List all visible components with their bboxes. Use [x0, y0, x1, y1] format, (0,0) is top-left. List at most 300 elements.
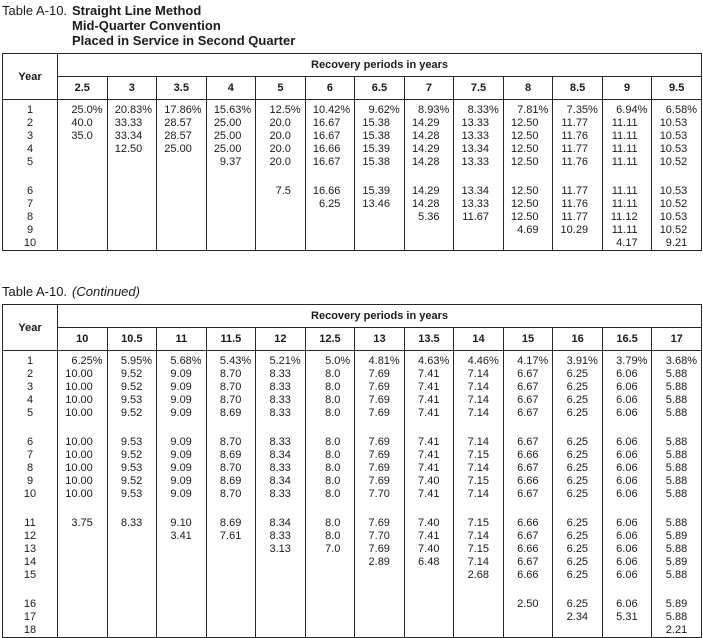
value-cell: 8.93%	[404, 100, 454, 118]
value-cell: 10.00	[58, 381, 108, 394]
value-cell	[454, 611, 504, 624]
value-cell	[107, 211, 157, 224]
year-cell: 8	[3, 211, 58, 224]
value-cell: 11.76	[553, 156, 603, 169]
value-cell: 13.34	[454, 143, 504, 156]
group-spacer-row	[3, 420, 702, 432]
value-cell	[206, 624, 256, 638]
value-cell	[404, 594, 454, 611]
value-cell: 6.66	[503, 449, 553, 462]
value-cell	[206, 594, 256, 611]
value-cell: 7.41	[404, 462, 454, 475]
value-cell	[206, 198, 256, 211]
value-cell: 7.0	[305, 543, 355, 556]
value-cell	[107, 543, 157, 556]
table-row	[3, 211, 702, 224]
value-cell: 10.52	[652, 156, 702, 169]
value-cell: 13.33	[454, 117, 504, 130]
table-row	[3, 351, 702, 369]
value-cell: 4.81%	[355, 351, 405, 369]
value-cell: 8.34	[256, 449, 306, 462]
value-cell: 6.58%	[652, 100, 702, 118]
value-cell: 14.28	[404, 130, 454, 143]
value-cell: 6.06	[602, 368, 652, 381]
value-cell: 7.69	[355, 432, 405, 449]
value-cell: 12.50	[107, 143, 157, 156]
value-cell: 7.41	[404, 368, 454, 381]
value-cell: 6.25	[305, 198, 355, 211]
value-cell: 7.69	[355, 394, 405, 407]
value-cell: 14.29	[404, 117, 454, 130]
spacer-cell	[305, 501, 355, 513]
spacer-cell	[355, 420, 405, 432]
spacer-cell	[454, 501, 504, 513]
year-cell: 9	[3, 475, 58, 488]
value-cell: 8.0	[305, 407, 355, 420]
table-row	[3, 100, 702, 118]
value-cell: 8.70	[206, 368, 256, 381]
value-cell: 8.0	[305, 488, 355, 501]
value-cell: 7.81%	[503, 100, 553, 118]
spacer-cell	[454, 582, 504, 594]
value-cell: 10.00	[58, 394, 108, 407]
table-row	[3, 117, 702, 130]
value-cell: 7.40	[404, 475, 454, 488]
period-column-header: 9.5	[652, 77, 702, 100]
value-cell: 16.66	[305, 143, 355, 156]
value-cell: 7.15	[454, 543, 504, 556]
value-cell: 8.33%	[454, 100, 504, 118]
value-cell: 6.67	[503, 368, 553, 381]
value-cell: 11.11	[602, 117, 652, 130]
value-cell: 10.53	[652, 211, 702, 224]
value-cell: 9.09	[157, 381, 207, 394]
value-cell: 7.40	[404, 543, 454, 556]
spacer-cell	[256, 420, 306, 432]
year-cell: 4	[3, 394, 58, 407]
value-cell	[503, 624, 553, 638]
value-cell: 7.14	[454, 556, 504, 569]
value-cell: 8.69	[206, 449, 256, 462]
year-column-header: Year	[3, 305, 58, 351]
spacer-cell	[256, 501, 306, 513]
value-cell	[206, 611, 256, 624]
value-cell: 4.63%	[404, 351, 454, 369]
value-cell	[256, 556, 306, 569]
table-row	[3, 556, 702, 569]
value-cell: 6.94%	[602, 100, 652, 118]
value-cell: 5.36	[404, 211, 454, 224]
value-cell	[206, 543, 256, 556]
value-cell: 9.53	[107, 462, 157, 475]
value-cell: 3.68%	[652, 351, 702, 369]
table-row	[3, 381, 702, 394]
value-cell	[602, 624, 652, 638]
period-column-header: 8	[503, 77, 553, 100]
spacer-cell	[157, 169, 207, 181]
value-cell	[107, 611, 157, 624]
value-cell: 6.06	[602, 543, 652, 556]
value-cell	[256, 198, 306, 211]
spacer-cell	[602, 501, 652, 513]
value-cell	[206, 211, 256, 224]
period-column-header: 12.5	[305, 328, 355, 351]
table-row	[3, 432, 702, 449]
spacer-cell	[157, 582, 207, 594]
value-cell: 5.0%	[305, 351, 355, 369]
value-cell: 3.13	[256, 543, 306, 556]
value-cell: 7.14	[454, 530, 504, 543]
value-cell: 17.86%	[157, 100, 207, 118]
value-cell: 6.06	[602, 475, 652, 488]
value-cell: 5.88	[652, 449, 702, 462]
value-cell: 3.91%	[553, 351, 603, 369]
table-row	[3, 594, 702, 611]
spacer-cell	[553, 169, 603, 181]
value-cell: 7.69	[355, 407, 405, 420]
value-cell: 7.5	[256, 181, 306, 198]
spacer-cell	[206, 169, 256, 181]
period-column-header: 2.5	[58, 77, 108, 100]
value-cell	[58, 543, 108, 556]
spacer-cell	[503, 582, 553, 594]
value-cell: 9.52	[107, 449, 157, 462]
value-cell: 9.52	[107, 475, 157, 488]
value-cell	[58, 224, 108, 237]
value-cell: 8.33	[256, 530, 306, 543]
period-column-header: 10	[58, 328, 108, 351]
spacer-cell	[3, 169, 58, 181]
value-cell	[305, 594, 355, 611]
value-cell: 4.46%	[454, 351, 504, 369]
year-cell: 14	[3, 556, 58, 569]
value-cell: 6.25	[553, 569, 603, 582]
value-cell: 7.69	[355, 475, 405, 488]
value-cell: 5.89	[652, 556, 702, 569]
spacer-cell	[404, 169, 454, 181]
value-cell: 6.25	[553, 407, 603, 420]
year-cell: 10	[3, 237, 58, 251]
value-cell: 16.67	[305, 117, 355, 130]
table-row	[3, 224, 702, 237]
value-cell: 5.89	[652, 594, 702, 611]
value-cell: 8.69	[206, 513, 256, 530]
period-column-header: 4	[206, 77, 256, 100]
spacer-cell	[454, 169, 504, 181]
value-cell	[107, 224, 157, 237]
value-cell: 6.06	[602, 381, 652, 394]
year-cell: 1	[3, 351, 58, 369]
value-cell: 28.57	[157, 130, 207, 143]
value-cell	[256, 211, 306, 224]
value-cell: 25.00	[206, 130, 256, 143]
value-cell: 8.0	[305, 368, 355, 381]
value-cell	[107, 624, 157, 638]
value-cell: 6.06	[602, 513, 652, 530]
table-row	[3, 407, 702, 420]
spacer-cell	[404, 501, 454, 513]
table-row	[3, 394, 702, 407]
value-cell: 6.67	[503, 556, 553, 569]
value-cell: 2.89	[355, 556, 405, 569]
value-cell: 13.33	[454, 198, 504, 211]
value-cell: 9.09	[157, 407, 207, 420]
value-cell: 20.0	[256, 143, 306, 156]
value-cell: 8.69	[206, 407, 256, 420]
value-cell: 15.38	[355, 117, 405, 130]
value-cell: 10.53	[652, 143, 702, 156]
value-cell: 6.25	[553, 513, 603, 530]
value-cell: 8.70	[206, 394, 256, 407]
value-cell: 7.14	[454, 368, 504, 381]
value-cell: 9.09	[157, 394, 207, 407]
spacer-cell	[355, 169, 405, 181]
value-cell: 13.33	[454, 156, 504, 169]
value-cell	[107, 556, 157, 569]
table-row	[3, 237, 702, 251]
value-cell: 16.66	[305, 181, 355, 198]
table2-label: Table A-10.	[2, 284, 68, 299]
value-cell: 8.33	[256, 462, 306, 475]
value-cell: 5.88	[652, 462, 702, 475]
value-cell	[206, 224, 256, 237]
value-cell: 11.67	[454, 211, 504, 224]
spacer-cell	[58, 582, 108, 594]
value-cell: 11.76	[553, 130, 603, 143]
value-cell	[454, 237, 504, 251]
value-cell: 6.25	[553, 556, 603, 569]
spacer-cell	[404, 420, 454, 432]
period-column-header: 14	[454, 328, 504, 351]
year-cell: 1	[3, 100, 58, 118]
value-cell: 7.61	[206, 530, 256, 543]
table2-title-block	[2, 283, 703, 301]
value-cell: 13.33	[454, 130, 504, 143]
value-cell: 6.06	[602, 407, 652, 420]
year-cell: 3	[3, 381, 58, 394]
period-column-header: 13.5	[404, 328, 454, 351]
value-cell	[157, 211, 207, 224]
value-cell: 5.68%	[157, 351, 207, 369]
table2-continued-note: (Continued)	[72, 284, 140, 299]
value-cell	[157, 569, 207, 582]
value-cell: 33.33	[107, 117, 157, 130]
spacer-cell	[107, 501, 157, 513]
value-cell: 5.88	[652, 407, 702, 420]
table-row	[3, 462, 702, 475]
value-cell: 10.00	[58, 432, 108, 449]
value-cell: 8.33	[256, 394, 306, 407]
value-cell: 7.69	[355, 543, 405, 556]
value-cell: 6.06	[602, 449, 652, 462]
value-cell: 6.25	[553, 462, 603, 475]
value-cell: 11.12	[602, 211, 652, 224]
value-cell: 3.75	[58, 513, 108, 530]
value-cell: 12.50	[503, 130, 553, 143]
year-cell: 17	[3, 611, 58, 624]
value-cell	[305, 569, 355, 582]
spacer-cell	[58, 420, 108, 432]
value-cell: 7.41	[404, 381, 454, 394]
value-cell	[355, 624, 405, 638]
group-spacer-row	[3, 582, 702, 594]
value-cell: 10.52	[652, 198, 702, 211]
value-cell: 11.77	[553, 117, 603, 130]
value-cell: 11.77	[553, 143, 603, 156]
year-cell: 2	[3, 117, 58, 130]
value-cell: 5.88	[652, 394, 702, 407]
value-cell: 20.0	[256, 130, 306, 143]
value-cell: 7.15	[454, 513, 504, 530]
value-cell: 11.76	[553, 198, 603, 211]
value-cell: 10.00	[58, 488, 108, 501]
spacer-cell	[107, 420, 157, 432]
table-row	[3, 569, 702, 582]
spacer-cell	[58, 501, 108, 513]
depreciation-table-continued	[2, 304, 702, 638]
value-cell: 11.11	[602, 224, 652, 237]
spacer-cell	[553, 420, 603, 432]
value-cell: 9.53	[107, 432, 157, 449]
value-cell: 9.53	[107, 394, 157, 407]
value-cell	[206, 181, 256, 198]
value-cell	[58, 569, 108, 582]
spacer-cell	[553, 501, 603, 513]
value-cell: 25.00	[206, 143, 256, 156]
spacer-cell	[3, 582, 58, 594]
table-row	[3, 156, 702, 169]
value-cell: 12.50	[503, 211, 553, 224]
value-cell: 7.14	[454, 394, 504, 407]
value-cell	[58, 624, 108, 638]
value-cell: 12.50	[503, 143, 553, 156]
value-cell: 2.50	[503, 594, 553, 611]
value-cell: 6.66	[503, 543, 553, 556]
value-cell: 5.89	[652, 530, 702, 543]
value-cell: 7.69	[355, 462, 405, 475]
value-cell: 7.40	[404, 513, 454, 530]
value-cell	[256, 237, 306, 251]
value-cell: 9.52	[107, 381, 157, 394]
spacer-cell	[355, 501, 405, 513]
value-cell: 25.00	[206, 117, 256, 130]
period-column-header: 8.5	[553, 77, 603, 100]
spacer-cell	[404, 582, 454, 594]
value-cell: 4.17%	[503, 351, 553, 369]
spacer-cell	[602, 169, 652, 181]
value-cell	[157, 198, 207, 211]
value-cell: 8.33	[256, 368, 306, 381]
value-cell: 6.06	[602, 462, 652, 475]
value-cell: 9.09	[157, 368, 207, 381]
value-cell	[157, 556, 207, 569]
value-cell: 8.34	[256, 513, 306, 530]
value-cell: 8.0	[305, 381, 355, 394]
value-cell: 8.70	[206, 381, 256, 394]
spacer-cell	[206, 501, 256, 513]
value-cell	[305, 211, 355, 224]
table-row	[3, 130, 702, 143]
value-cell: 5.88	[652, 543, 702, 556]
year-cell: 6	[3, 432, 58, 449]
value-cell: 5.88	[652, 381, 702, 394]
value-cell	[305, 611, 355, 624]
spacer-cell	[206, 582, 256, 594]
value-cell	[404, 237, 454, 251]
period-column-header: 7	[404, 77, 454, 100]
spacer-cell	[305, 420, 355, 432]
value-cell	[107, 181, 157, 198]
value-cell: 6.67	[503, 381, 553, 394]
period-column-header: 15	[503, 328, 553, 351]
year-cell: 7	[3, 198, 58, 211]
table-row	[3, 143, 702, 156]
value-cell	[157, 594, 207, 611]
value-cell: 6.67	[503, 407, 553, 420]
value-cell: 6.67	[503, 488, 553, 501]
value-cell	[157, 237, 207, 251]
value-cell: 28.57	[157, 117, 207, 130]
value-cell: 6.66	[503, 475, 553, 488]
value-cell: 7.69	[355, 381, 405, 394]
value-cell: 9.09	[157, 449, 207, 462]
value-cell: 10.00	[58, 407, 108, 420]
value-cell: 14.28	[404, 156, 454, 169]
value-cell: 25.0%	[58, 100, 108, 118]
value-cell: 6.06	[602, 488, 652, 501]
year-cell: 13	[3, 543, 58, 556]
spacer-cell	[3, 501, 58, 513]
depreciation-table-first	[2, 53, 702, 251]
value-cell: 4.17	[602, 237, 652, 251]
value-cell: 7.41	[404, 407, 454, 420]
value-cell: 6.06	[602, 530, 652, 543]
period-column-header: 12	[256, 328, 306, 351]
value-cell: 7.41	[404, 488, 454, 501]
value-cell	[58, 237, 108, 251]
value-cell: 8.70	[206, 462, 256, 475]
year-cell: 8	[3, 462, 58, 475]
spacer-cell	[602, 420, 652, 432]
value-cell: 6.06	[602, 432, 652, 449]
value-cell	[58, 156, 108, 169]
value-cell: 6.06	[602, 569, 652, 582]
value-cell	[355, 611, 405, 624]
value-cell: 7.14	[454, 488, 504, 501]
table-row	[3, 181, 702, 198]
value-cell: 8.0	[305, 475, 355, 488]
table-row	[3, 368, 702, 381]
year-cell: 6	[3, 181, 58, 198]
value-cell	[355, 594, 405, 611]
value-cell: 8.0	[305, 394, 355, 407]
value-cell	[206, 237, 256, 251]
value-cell: 5.21%	[256, 351, 306, 369]
table1-heading-line1: Straight Line Method	[72, 3, 202, 18]
value-cell: 12.50	[503, 117, 553, 130]
value-cell: 12.50	[503, 156, 553, 169]
value-cell: 2.34	[553, 611, 603, 624]
value-cell	[58, 611, 108, 624]
year-cell: 18	[3, 624, 58, 638]
value-cell	[454, 224, 504, 237]
spacer-cell	[157, 501, 207, 513]
value-cell	[157, 224, 207, 237]
value-cell: 40.0	[58, 117, 108, 130]
period-column-header: 11.5	[206, 328, 256, 351]
value-cell	[256, 611, 306, 624]
value-cell: 7.35%	[553, 100, 603, 118]
